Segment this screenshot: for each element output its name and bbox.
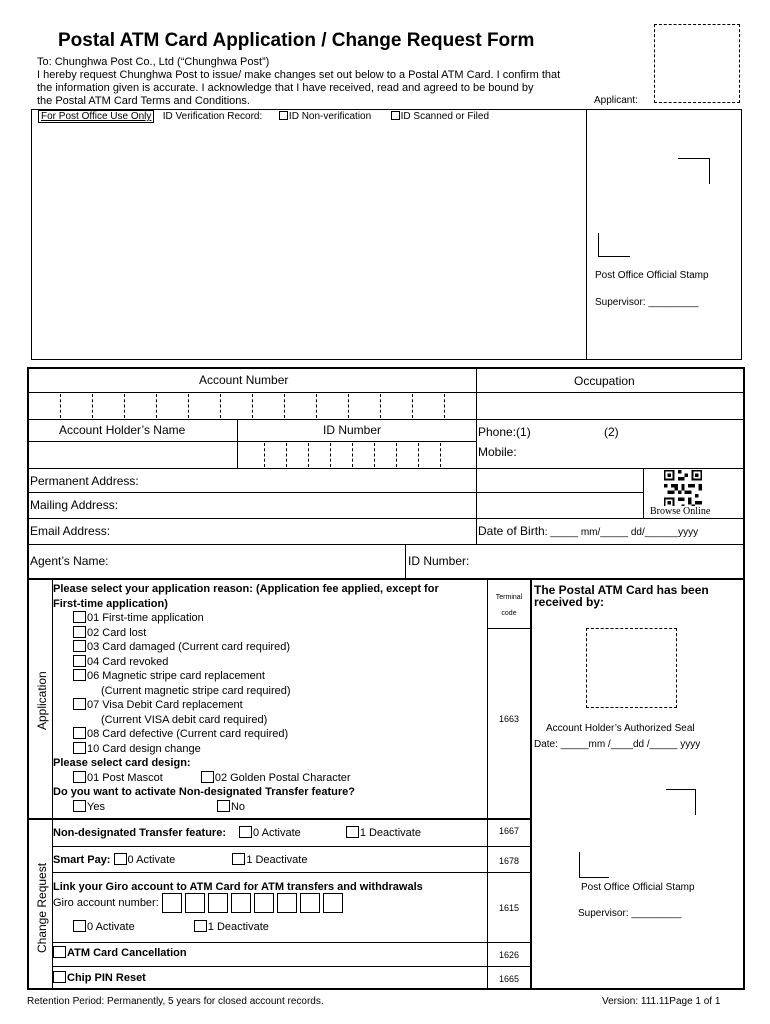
reason-04[interactable] bbox=[53, 655, 439, 670]
reason-03-checkbox[interactable] bbox=[73, 640, 86, 652]
reason-10[interactable] bbox=[53, 742, 439, 757]
giro-digit-2[interactable] bbox=[185, 893, 205, 913]
reason-01-label: 01 First-time application bbox=[87, 612, 204, 624]
giro-code: 1615 bbox=[498, 903, 520, 913]
design-02-label: 02 Golden Postal Character bbox=[214, 771, 351, 784]
qr-code-icon[interactable] bbox=[661, 470, 705, 508]
reason-07-checkbox[interactable] bbox=[73, 698, 86, 710]
received-stamp-corner-bottom bbox=[579, 852, 609, 878]
transfer-activate-label: 0 Activate bbox=[253, 827, 301, 839]
design-01-label: 01 Post Mascot bbox=[87, 771, 163, 784]
applicant-seal-box[interactable] bbox=[654, 24, 740, 103]
id-scanned-label: ID Scanned or Filed bbox=[400, 111, 490, 122]
reason-08-label: 08 Card defective (Current card required) bbox=[87, 728, 289, 740]
reason-07-label: 07 Visa Debit Card replacement bbox=[87, 699, 243, 711]
received-supervisor-label: Supervisor: _________ bbox=[578, 908, 682, 919]
transfer-yes-label: Yes bbox=[87, 800, 105, 813]
transfer-change-row bbox=[53, 826, 421, 841]
reason-07-note: (Current VISA debit card required) bbox=[101, 713, 268, 726]
stamp-corner-top bbox=[678, 158, 710, 184]
giro-digit-5[interactable] bbox=[254, 893, 274, 913]
received-date-field[interactable]: Date: _____mm /____dd /_____ yyyy bbox=[534, 739, 701, 750]
intro-to: To: Chunghwa Post Co., Ltd (“Chunghwa Post”) bbox=[37, 56, 270, 68]
reason-03-label: 03 Card damaged (Current card required) bbox=[87, 641, 290, 653]
giro-heading: Link your Giro account to ATM Card for ATM transfers and withdrawals bbox=[53, 881, 423, 893]
pin-reset-row bbox=[53, 971, 146, 986]
cancel-code: 1626 bbox=[498, 950, 520, 960]
design-01-checkbox[interactable] bbox=[73, 771, 86, 783]
intro-line-1: I hereby request Chunghwa Post to issue/ make changes set out below to a Postal ATM Card. I confirm that bbox=[37, 69, 561, 81]
applicant-label: Applicant: bbox=[594, 95, 638, 106]
retention-period: Retention Period: Permanently, 5 years for closed account records. bbox=[27, 996, 324, 1007]
giro-activate-checkbox[interactable] bbox=[73, 920, 86, 932]
intro-text bbox=[37, 56, 657, 108]
agent-name-label: Agent’s Name: bbox=[30, 554, 109, 568]
design-heading: Please select card design: bbox=[53, 757, 191, 769]
reason-06[interactable] bbox=[53, 669, 439, 684]
received-heading bbox=[534, 584, 709, 608]
giro-deactivate-checkbox[interactable] bbox=[194, 920, 207, 932]
intro-line-3: the Postal ATM Card Terms and Conditions. bbox=[37, 95, 250, 107]
id-non-verification-checkbox[interactable] bbox=[279, 111, 288, 120]
giro-options bbox=[73, 920, 269, 935]
reason-10-label: 10 Card design change bbox=[87, 742, 201, 755]
cancel-label: ATM Card Cancellation bbox=[67, 947, 187, 959]
pin-reset-label: Chip PIN Reset bbox=[67, 972, 146, 984]
dob-label: Date of Birth bbox=[478, 524, 545, 538]
office-use-label: For Post Office Use Only bbox=[38, 110, 154, 123]
reason-06-checkbox[interactable] bbox=[73, 669, 86, 681]
occupation-label: Occupation bbox=[574, 374, 635, 388]
giro-digit-4[interactable] bbox=[231, 893, 251, 913]
account-number-field[interactable] bbox=[31, 394, 475, 418]
reason-07[interactable] bbox=[53, 698, 439, 713]
stamp-corner-bottom bbox=[598, 233, 630, 257]
reason-01[interactable] bbox=[53, 611, 439, 626]
office-supervisor-label: Supervisor: _________ bbox=[595, 297, 699, 308]
transfer-no-label: No bbox=[230, 800, 246, 813]
reason-heading-1: Please select your application reason: (Application fee applied, except for bbox=[53, 583, 439, 595]
account-number-label: Account Number bbox=[199, 373, 289, 387]
id-number-field[interactable] bbox=[239, 443, 475, 467]
giro-number-label: Giro account number: bbox=[53, 896, 159, 909]
reason-04-label: 04 Card revoked bbox=[87, 655, 169, 668]
id-non-verification-label: ID Non-verification bbox=[288, 111, 372, 122]
browse-online-link[interactable]: Browse Online bbox=[650, 506, 711, 517]
mobile-label: Mobile: bbox=[478, 445, 517, 459]
post-office-use-box bbox=[31, 109, 742, 360]
authorized-seal-label: Account Holder’s Authorized Seal bbox=[546, 723, 695, 734]
permanent-address-label: Permanent Address: bbox=[30, 474, 139, 488]
transfer-activate-checkbox[interactable] bbox=[239, 826, 252, 838]
giro-digit-1[interactable] bbox=[162, 893, 182, 913]
pin-reset-code: 1665 bbox=[498, 974, 520, 984]
transfer-question: Do you want to activate Non-designated Transfer feature? bbox=[53, 786, 355, 798]
holder-name-label: Account Holder’s Name bbox=[59, 423, 186, 437]
received-heading-2: received by: bbox=[534, 595, 605, 609]
dob-format: : _____ mm/_____ dd/______yyyy bbox=[544, 527, 699, 538]
transfer-yes-checkbox[interactable] bbox=[73, 800, 86, 812]
mailing-address-label: Mailing Address: bbox=[30, 498, 119, 512]
reason-06-label: 06 Magnetic stripe card replacement bbox=[87, 670, 265, 682]
version-page: Version: 111.11Page 1 of 1 bbox=[602, 996, 721, 1007]
cancel-checkbox[interactable] bbox=[53, 946, 66, 958]
reason-02[interactable] bbox=[53, 626, 439, 641]
application-side-label: Application bbox=[35, 671, 49, 730]
smartpay-activate-checkbox[interactable] bbox=[114, 853, 127, 865]
design-02-checkbox[interactable] bbox=[201, 771, 214, 783]
change-request-side-label: Change Request bbox=[35, 862, 49, 953]
terminal-code-heading-2: code bbox=[501, 610, 517, 617]
id-record-label: ID Verification Record: bbox=[162, 111, 263, 122]
giro-digit-7[interactable] bbox=[300, 893, 320, 913]
office-divider bbox=[586, 109, 587, 360]
smartpay-label: Smart Pay: bbox=[53, 854, 111, 866]
id-number-label: ID Number bbox=[323, 423, 382, 437]
dob-field[interactable] bbox=[478, 524, 698, 538]
reason-01-checkbox[interactable] bbox=[73, 611, 86, 623]
smartpay-activate-label: 0 Activate bbox=[127, 854, 176, 866]
reason-10-checkbox[interactable] bbox=[73, 742, 86, 754]
giro-digit-3[interactable] bbox=[208, 893, 228, 913]
received-heading-1: The Postal ATM Card has been bbox=[534, 583, 709, 597]
phone-label: Phone:(1) bbox=[478, 425, 531, 439]
application-code: 1663 bbox=[498, 714, 520, 724]
transfer-change-label: Non-designated Transfer feature: bbox=[53, 827, 226, 839]
form-title: Postal ATM Card Application / Change Request Form bbox=[58, 30, 535, 51]
authorized-seal-box[interactable] bbox=[586, 628, 677, 708]
transfer-deactivate-label: 1 Deactivate bbox=[359, 827, 421, 839]
phone2-label: (2) bbox=[604, 425, 619, 439]
holder-name-field[interactable] bbox=[31, 443, 236, 467]
pin-reset-checkbox[interactable] bbox=[53, 971, 66, 983]
reason-heading-2: First-time application) bbox=[53, 597, 168, 610]
agent-id-label: ID Number: bbox=[408, 554, 470, 568]
office-use-line bbox=[38, 111, 489, 122]
giro-deactivate-label: 1 Deactivate bbox=[207, 921, 269, 933]
received-stamp-corner-top bbox=[666, 789, 696, 815]
reason-03[interactable] bbox=[53, 640, 439, 655]
transfer-change-code: 1667 bbox=[498, 826, 520, 836]
application-options bbox=[53, 582, 439, 814]
reason-08[interactable] bbox=[53, 727, 439, 742]
received-stamp-label: Post Office Official Stamp bbox=[581, 882, 695, 893]
id-scanned-checkbox[interactable] bbox=[391, 111, 400, 120]
smartpay-row bbox=[53, 853, 307, 868]
reason-06-note: (Current magnetic stripe card required) bbox=[101, 684, 291, 697]
transfer-deactivate-checkbox[interactable] bbox=[346, 826, 359, 838]
giro-digit-8[interactable] bbox=[323, 893, 343, 913]
giro-digit-6[interactable] bbox=[277, 893, 297, 913]
reason-02-label: 02 Card lost bbox=[87, 626, 147, 639]
design-options bbox=[53, 771, 439, 786]
giro-activate-label: 0 Activate bbox=[87, 921, 135, 933]
intro-line-2: the information given is accurate. I acknowledge that I have received, read and agreed to be bound by bbox=[37, 82, 534, 94]
smartpay-code: 1678 bbox=[498, 856, 520, 866]
transfer-yes-no bbox=[53, 800, 439, 815]
cancel-row bbox=[53, 946, 187, 961]
reason-04-checkbox[interactable] bbox=[73, 655, 86, 667]
terminal-code-heading-1: Terminal bbox=[495, 594, 523, 601]
smartpay-deactivate-label: 1 Deactivate bbox=[246, 854, 308, 866]
giro-number-row bbox=[53, 893, 346, 913]
smartpay-deactivate-checkbox[interactable] bbox=[232, 853, 245, 865]
occupation-field[interactable] bbox=[478, 393, 742, 418]
reason-02-checkbox[interactable] bbox=[73, 626, 86, 638]
email-label: Email Address: bbox=[30, 524, 111, 538]
office-stamp-label: Post Office Official Stamp bbox=[595, 270, 709, 281]
transfer-no-checkbox[interactable] bbox=[217, 800, 230, 812]
reason-08-checkbox[interactable] bbox=[73, 727, 86, 739]
